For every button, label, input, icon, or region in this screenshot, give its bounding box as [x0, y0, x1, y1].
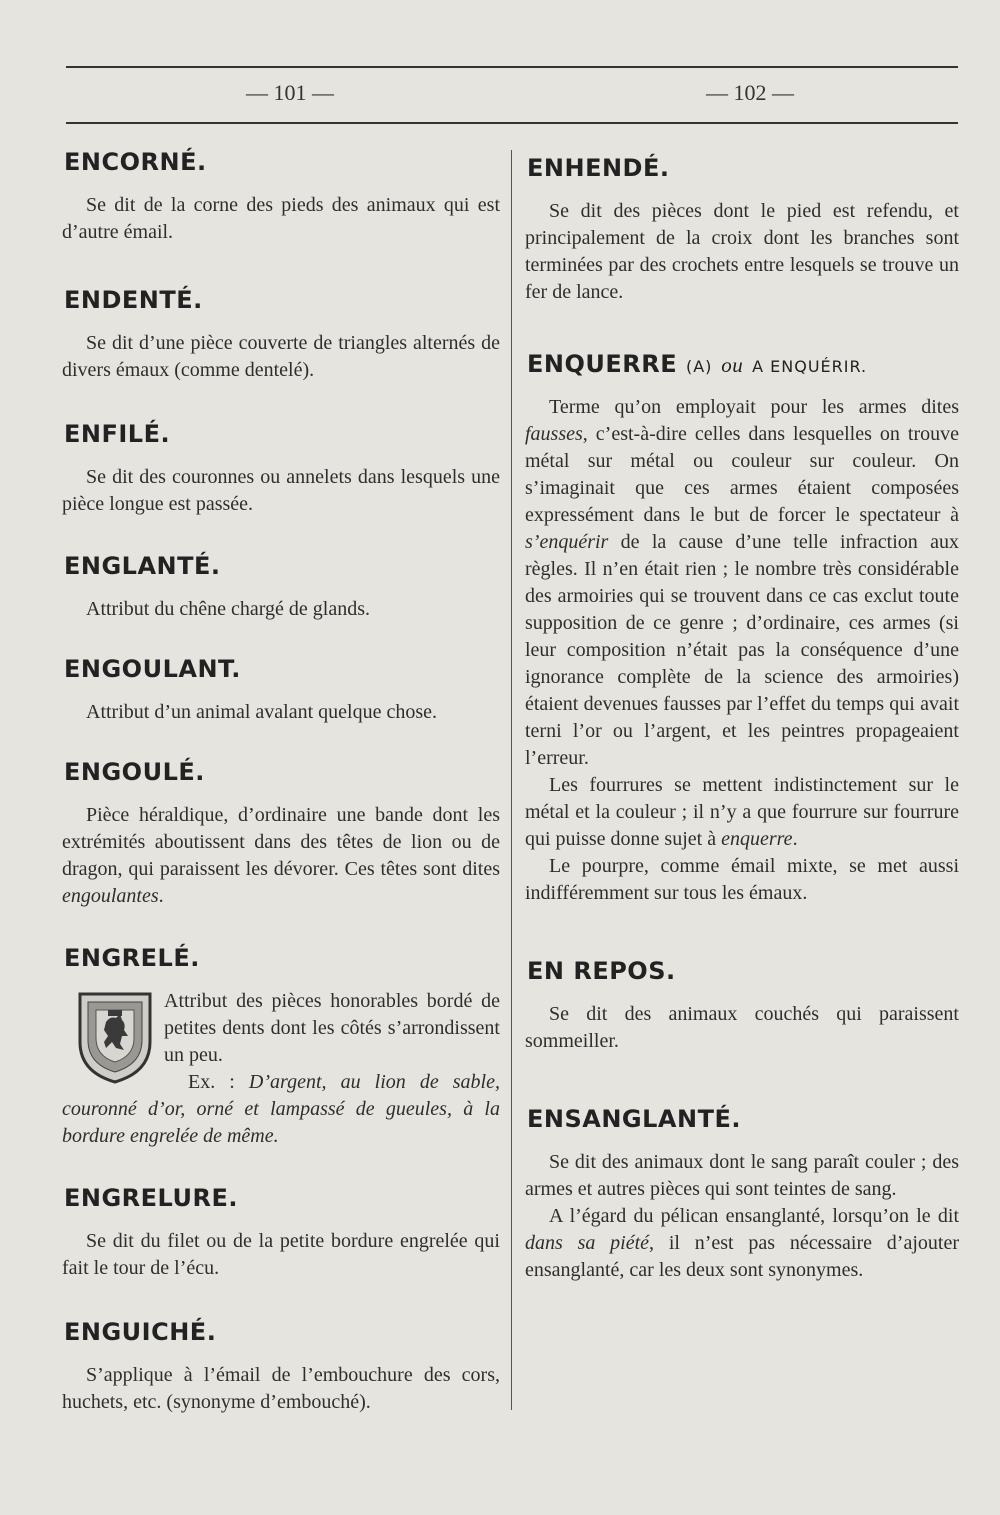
entry-engrele [62, 944, 500, 1150]
title-conjunction: ou [721, 353, 744, 377]
entry-text: Se dit de la corne des pieds des animaux qui est d’autre émail. [62, 194, 500, 243]
entry-encorne [62, 148, 500, 246]
entry-endente [62, 286, 500, 384]
entry-engrelure [62, 1184, 500, 1282]
entry-text [62, 802, 500, 910]
entry-title: EN REPOS. [527, 957, 676, 985]
page-number-right: — 102 — [706, 80, 794, 105]
entry-title: ENSANGLANTÉ. [527, 1105, 741, 1133]
text-part: Les fourrures se mettent indistinctement sur le métal et la couleur ; il n’y a que fourrure sur fourrure qui puisse donne sujet à [525, 774, 959, 850]
entry-engoulant [62, 655, 500, 726]
entry-englante [62, 552, 500, 623]
text-part: , il n’est pas nécessaire d’ajouter ensanglanté, car les deux sont synonymes. [525, 1232, 959, 1281]
text-part: . [792, 828, 798, 850]
entry-text: S’applique à l’émail de l’embouchure des cors, huchets, etc. (synonyme d’embouché). [62, 1364, 500, 1413]
entry-title: ENGUICHÉ. [64, 1318, 217, 1346]
left-column [62, 140, 500, 1416]
entry-en-repos [525, 957, 959, 1055]
entry-text: Attribut d’un animal avalant quelque chose. [86, 701, 438, 723]
entry-title: ENGRELÉ. [64, 944, 200, 972]
entry-text: Attribut des pièces honorables bordé de petites dents dont les côtés s’arrondissent un peu. [164, 990, 500, 1066]
entry-enfile [62, 420, 500, 518]
entry-paragraph-2 [525, 1203, 959, 1284]
title-paren: (A) [685, 357, 713, 376]
text-part: Terme qu’on employait pour les armes dites [549, 396, 959, 418]
entry-title: ENGRELURE. [64, 1184, 238, 1212]
text-part: de la cause d’une telle infraction aux règles. Il n’en était rien ; le nombre très considérable des armoiries qui se trouvent dans ce cas exclut toute supposition de ce genre ; d’ordinaire, ces armes (si leur composition n’était pas la conséquence d’une ignorance complète de la science des armoiries) étaient devenues fausses par l’effet du temps qui avait terni l’or ou l’argent, et les peintres propageaient l’erreur. [525, 531, 959, 769]
entry-title: ENGLANTÉ. [64, 552, 221, 580]
entry-engoule [62, 758, 500, 910]
entry-title: ENHENDÉ. [527, 154, 670, 182]
text-emphasis: engoulantes [62, 885, 159, 907]
page-number-left: — 101 — [246, 80, 334, 105]
entry-text: Se dit des couronnes ou annelets dans lesquels une pièce longue est passée. [62, 466, 500, 515]
title-alternate: A ENQUÉRIR. [752, 357, 868, 376]
entry-title: ENGOULÉ. [64, 758, 205, 786]
entry-paragraph-1 [525, 394, 959, 772]
entry-enguiche [62, 1318, 500, 1416]
entry-title: ENFILÉ. [64, 420, 171, 448]
header-rule [66, 122, 958, 124]
entry-text: Se dit des animaux couchés qui paraissent sommeiller. [525, 1003, 959, 1052]
example-label: Ex. : [188, 1071, 249, 1093]
entry-enquerre [525, 350, 959, 907]
entry-title: ENCORNÉ. [64, 148, 207, 176]
text-part: A l’égard du pélican ensanglanté, lorsqu’on le dit [549, 1205, 959, 1227]
entry-title: ENDENTÉ. [64, 286, 203, 314]
entry-paragraph-2 [525, 772, 959, 853]
entry-ensanglante [525, 1105, 959, 1284]
entry-paragraph-3: Le pourpre, comme émail mixte, se met aussi indifféremment sur tous les émaux. [525, 855, 959, 904]
entry-text: Attribut du chêne chargé de glands. [86, 598, 370, 620]
text-emphasis: dans sa piété [525, 1232, 650, 1254]
right-column [525, 140, 959, 1284]
title-main: ENQUERRE [527, 350, 678, 378]
example-text: D’argent, au lion de sable, couronné d’or, orné et lampassé de gueules, à la bordure engrelée de même. [62, 1071, 500, 1147]
entry-title: ENGOULANT. [64, 655, 241, 683]
entry-paragraph-1: Se dit des animaux dont le sang paraît couler ; des armes et autres pièces qui sont teintes de sang. [525, 1151, 959, 1200]
text-part: , c’est-à-dire celles dans lesquelles on trouve métal sur métal ou couleur sur couleur. On s’imaginait que ces armes étaient composées expressément dans le but de forcer le spectateur à [525, 423, 959, 526]
text-part: . [158, 885, 164, 907]
top-rule [66, 66, 958, 68]
entry-title [527, 350, 959, 378]
text-emphasis: enquerre [721, 828, 793, 850]
text-part: Pièce héraldique, d’ordinaire une bande dont les extrémités aboutissent dans des têtes de lion ou de dragon, qui paraissent les dévorer. Ces têtes sont dites [62, 804, 500, 880]
text-emphasis: s’enquérir [525, 531, 609, 553]
text-emphasis: fausses [525, 423, 583, 445]
entry-text: Se dit du filet ou de la petite bordure engrelée qui fait le tour de l’écu. [62, 1230, 500, 1279]
entry-text: Se dit des pièces dont le pied est refendu, et principalement de la croix dont les branches sont terminées par des crochets entre lesquels se trouve un fer de lance. [525, 200, 959, 303]
entry-enhende [525, 154, 959, 306]
heraldic-shield-lion-icon [76, 990, 154, 1086]
entry-text: Se dit d’une pièce couverte de triangles alternés de divers émaux (comme dentelé). [62, 332, 500, 381]
column-divider [511, 150, 512, 1410]
